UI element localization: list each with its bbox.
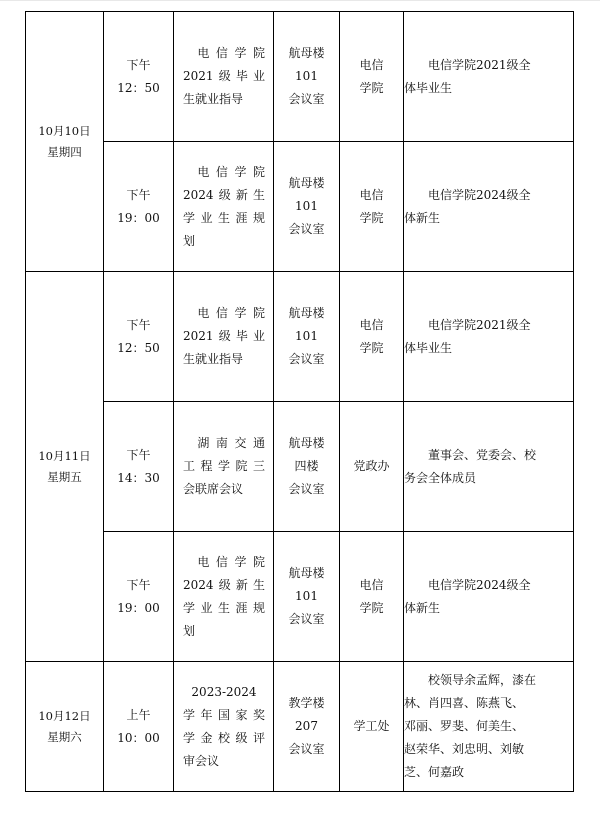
time-label: 14：30 bbox=[117, 470, 160, 485]
time-cell bbox=[104, 12, 174, 142]
time-cell bbox=[104, 532, 174, 662]
organizer-cell bbox=[340, 272, 404, 402]
attendees-line: 电信学院2024级全 bbox=[428, 187, 531, 202]
attendees-line: 体毕业生 bbox=[404, 80, 453, 95]
time-label: 10：00 bbox=[117, 730, 160, 745]
topic-line: 电信学院 bbox=[197, 554, 265, 569]
organizer-line: 党政办 bbox=[353, 459, 390, 473]
period-label: 下午 bbox=[126, 447, 151, 462]
attendees-line: 赵荣华、刘忠明、刘敏 bbox=[404, 742, 525, 756]
attendees-line: 体毕业生 bbox=[404, 340, 453, 355]
topic-cell bbox=[174, 12, 274, 142]
attendees-line: 电信学院2021级全 bbox=[428, 317, 531, 332]
topic-line: 划 bbox=[183, 623, 196, 638]
organizer-line: 电信 bbox=[359, 577, 384, 592]
date-cell bbox=[26, 272, 104, 662]
organizer-cell bbox=[340, 532, 404, 662]
place-line: 101 bbox=[295, 329, 318, 343]
attendees-line: 电信学院2024级全 bbox=[428, 577, 531, 592]
topic-line: 2024级新生 bbox=[183, 577, 265, 592]
attendees-cell bbox=[404, 402, 574, 532]
place-cell bbox=[274, 662, 340, 792]
place-line: 教学楼 bbox=[288, 696, 325, 710]
topic-line: 学业生涯规 bbox=[183, 600, 265, 615]
place-line: 航母楼 bbox=[288, 566, 325, 580]
attendees-line: 校领导余孟辉，漆在 bbox=[428, 673, 537, 687]
weekday-label: 星期五 bbox=[47, 469, 82, 484]
time-label: 12：50 bbox=[117, 80, 160, 95]
weekday-label: 星期四 bbox=[47, 144, 82, 159]
period-label: 下午 bbox=[126, 577, 151, 592]
period-label: 上午 bbox=[126, 707, 151, 722]
attendees-line: 电信学院2021级全 bbox=[428, 57, 531, 72]
place-line: 航母楼 bbox=[288, 46, 325, 60]
attendees-line: 董事会、党委会、校 bbox=[428, 447, 537, 462]
period-label: 下午 bbox=[126, 187, 151, 202]
place-line: 会议室 bbox=[288, 222, 325, 236]
period-label: 下午 bbox=[126, 57, 151, 72]
attendees-line: 体新生 bbox=[404, 210, 441, 225]
attendees-line: 林、肖四喜、陈燕飞、 bbox=[404, 696, 525, 710]
place-cell bbox=[274, 272, 340, 402]
topic-line: 2021级毕业 bbox=[183, 329, 265, 343]
period-label: 下午 bbox=[126, 317, 151, 332]
topic-line: 湖南交通 bbox=[197, 436, 265, 450]
topic-line: 会联席会议 bbox=[183, 482, 244, 496]
organizer-line: 学院 bbox=[359, 80, 384, 95]
schedule-row bbox=[26, 12, 574, 142]
attendees-line: 邓丽、罗斐、何美生、 bbox=[404, 719, 525, 733]
topic-line: 2023-2024 bbox=[191, 684, 257, 699]
topic-line: 生就业指导 bbox=[183, 92, 244, 106]
date-cell bbox=[26, 662, 104, 792]
topic-line: 划 bbox=[183, 233, 196, 248]
date-cell bbox=[26, 12, 104, 272]
organizer-line: 电信 bbox=[359, 187, 384, 202]
topic-line: 2024级新生 bbox=[183, 187, 265, 202]
place-cell bbox=[274, 402, 340, 532]
attendees-cell bbox=[404, 532, 574, 662]
time-cell bbox=[104, 402, 174, 532]
place-line: 101 bbox=[295, 69, 318, 83]
date-label: 10月10日 bbox=[38, 123, 91, 138]
organizer-line: 电信 bbox=[359, 317, 384, 332]
topic-cell bbox=[174, 142, 274, 272]
organizer-line: 学院 bbox=[359, 210, 384, 225]
place-line: 207 bbox=[295, 719, 318, 733]
attendees-cell bbox=[404, 12, 574, 142]
topic-line: 2021级毕业 bbox=[183, 69, 265, 83]
schedule-row bbox=[26, 272, 574, 402]
page-edge bbox=[0, 0, 600, 1]
schedule-row bbox=[26, 662, 574, 792]
place-line: 航母楼 bbox=[288, 306, 325, 320]
organizer-line: 学工处 bbox=[353, 719, 390, 733]
weekday-label: 星期六 bbox=[47, 729, 82, 744]
schedule-table bbox=[25, 11, 574, 792]
topic-cell bbox=[174, 662, 274, 792]
time-cell bbox=[104, 662, 174, 792]
attendees-line: 芝、何嘉政 bbox=[404, 765, 465, 779]
topic-line: 审会议 bbox=[183, 753, 220, 768]
place-line: 101 bbox=[295, 199, 318, 213]
schedule-row bbox=[26, 402, 574, 532]
place-line: 会议室 bbox=[288, 352, 325, 366]
place-line: 会议室 bbox=[288, 612, 325, 626]
organizer-line: 学院 bbox=[359, 600, 384, 615]
time-label: 12：50 bbox=[117, 340, 160, 355]
schedule-row bbox=[26, 142, 574, 272]
attendees-cell bbox=[404, 142, 574, 272]
organizer-cell bbox=[340, 402, 404, 532]
place-line: 101 bbox=[295, 589, 318, 603]
organizer-cell bbox=[340, 12, 404, 142]
topic-line: 学业生涯规 bbox=[183, 210, 265, 225]
topic-line: 电信学院 bbox=[197, 164, 265, 179]
attendees-cell bbox=[404, 272, 574, 402]
topic-cell bbox=[174, 272, 274, 402]
time-label: 19：00 bbox=[117, 210, 160, 225]
topic-line: 电信学院 bbox=[197, 46, 265, 60]
date-label: 10月12日 bbox=[38, 708, 91, 723]
place-line: 航母楼 bbox=[288, 436, 325, 450]
topic-line: 电信学院 bbox=[197, 306, 265, 320]
organizer-line: 学院 bbox=[359, 340, 384, 355]
topic-line: 学年国家奖 bbox=[183, 707, 265, 722]
organizer-cell bbox=[340, 142, 404, 272]
place-line: 会议室 bbox=[288, 482, 325, 496]
place-line: 会议室 bbox=[288, 92, 325, 106]
time-cell bbox=[104, 272, 174, 402]
topic-line: 工程学院三 bbox=[183, 459, 265, 473]
place-line: 航母楼 bbox=[288, 176, 325, 190]
attendees-line: 务会全体成员 bbox=[404, 470, 477, 485]
topic-line: 学金校级评 bbox=[183, 730, 265, 745]
date-label: 10月11日 bbox=[38, 448, 91, 463]
place-cell bbox=[274, 12, 340, 142]
organizer-line: 电信 bbox=[359, 57, 384, 72]
schedule-body bbox=[26, 12, 574, 792]
time-label: 19：00 bbox=[117, 600, 160, 615]
place-cell bbox=[274, 142, 340, 272]
topic-cell bbox=[174, 532, 274, 662]
topic-cell bbox=[174, 402, 274, 532]
place-line: 会议室 bbox=[288, 742, 325, 756]
place-cell bbox=[274, 532, 340, 662]
attendees-line: 体新生 bbox=[404, 600, 441, 615]
attendees-cell bbox=[404, 662, 574, 792]
time-cell bbox=[104, 142, 174, 272]
organizer-cell bbox=[340, 662, 404, 792]
topic-line: 生就业指导 bbox=[183, 352, 244, 366]
place-line: 四楼 bbox=[294, 459, 319, 473]
schedule-row bbox=[26, 532, 574, 662]
